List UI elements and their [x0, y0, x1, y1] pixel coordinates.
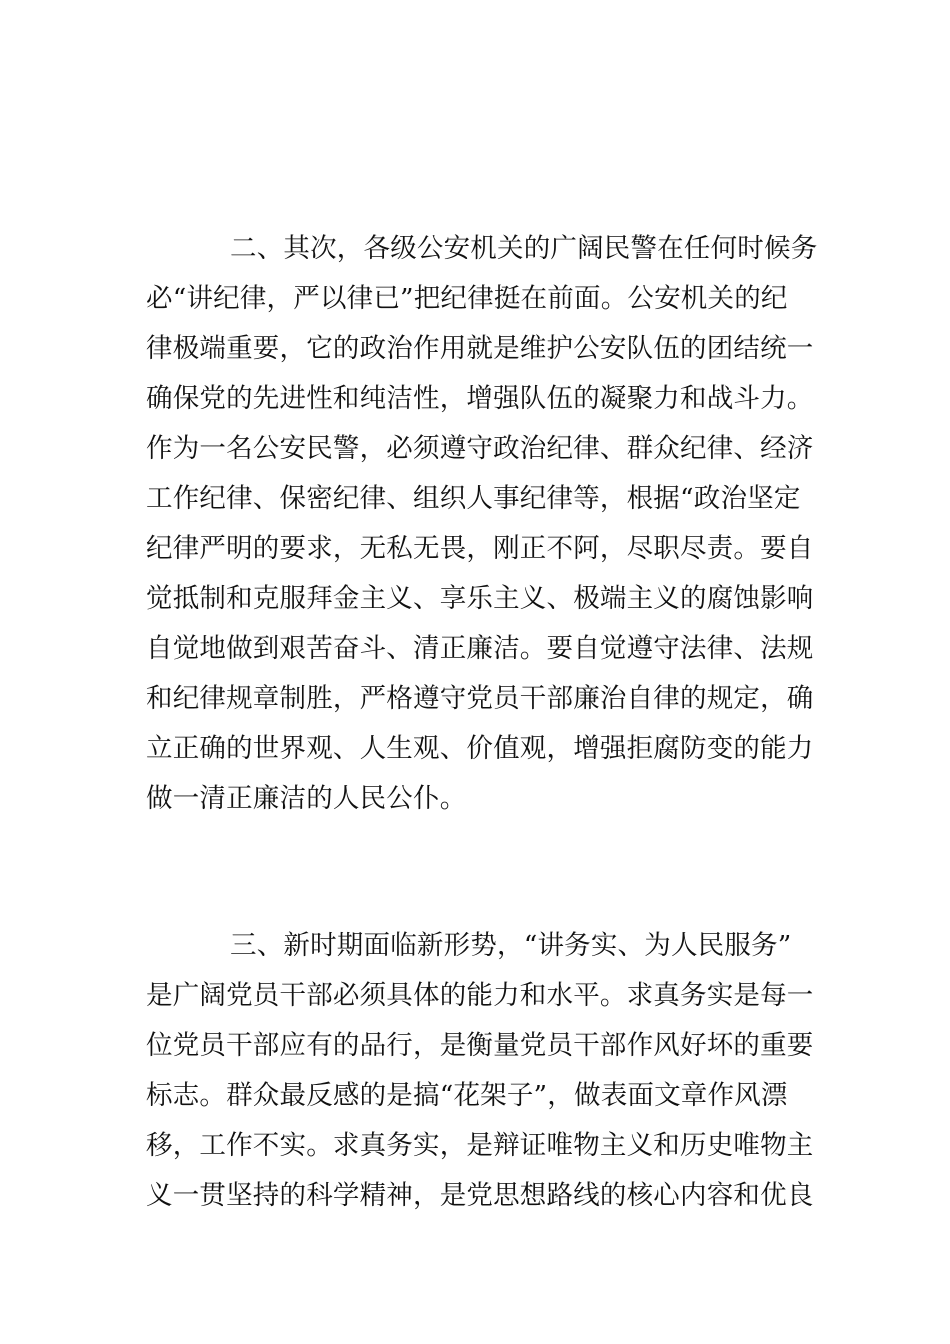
paragraph-line: 确保党的先进性和纯洁性，增强队伍的凝聚力和战斗力。: [146, 383, 814, 414]
paragraph-line: 纪律严明的要求，无私无畏，刚正不阿，尽职尽责。要自: [146, 533, 814, 564]
paragraph-line: 觉抵制和克服拜金主义、享乐主义、极端主义的腐蚀影响: [146, 583, 814, 614]
paragraph-line: 必“讲纪律，严以律已”把纪律挺在前面。公安机关的纪: [146, 283, 788, 314]
paragraph-line: 工作纪律、保密纪律、组织人事纪律等，根据“政治坚定: [146, 483, 801, 514]
paragraph-line: 二、其次，各级公安机关的广阔民警在任何时候务: [230, 233, 818, 264]
paragraph-line: 移，工作不实。求真务实，是辩证唯物主义和历史唯物主: [146, 1130, 814, 1161]
paragraph-line: 立正确的世界观、人生观、价值观，增强拒腐防变的能力: [146, 733, 814, 764]
paragraph-line: 三、新时期面临新形势，“讲务实、为人民服务”: [230, 930, 792, 961]
paragraph-line: 标志。群众最反感的是搞“花架子”，做表面文章作风漂: [146, 1080, 788, 1111]
paragraph-line: 是广阔党员干部必须具体的能力和水平。求真务实是每一: [146, 980, 814, 1011]
paragraph-line: 位党员干部应有的品行，是衡量党员干部作风好坏的重要: [146, 1030, 814, 1061]
paragraph-line: 和纪律规章制胜，严格遵守党员干部廉治自律的规定，确: [146, 683, 814, 714]
paragraph-line: 自觉地做到艰苦奋斗、清正廉洁。要自觉遵守法律、法规: [146, 633, 814, 664]
paragraph-line: 律极端重要，它的政治作用就是维护公安队伍的团结统一: [146, 333, 814, 364]
paragraph-line: 做一清正廉洁的人民公仆。: [146, 783, 467, 814]
paragraph-line: 作为一名公安民警，必须遵守政治纪律、群众纪律、经济: [146, 433, 814, 464]
paragraph-line: 义一贯坚持的科学精神，是党思想路线的核心内容和优良: [146, 1180, 814, 1211]
